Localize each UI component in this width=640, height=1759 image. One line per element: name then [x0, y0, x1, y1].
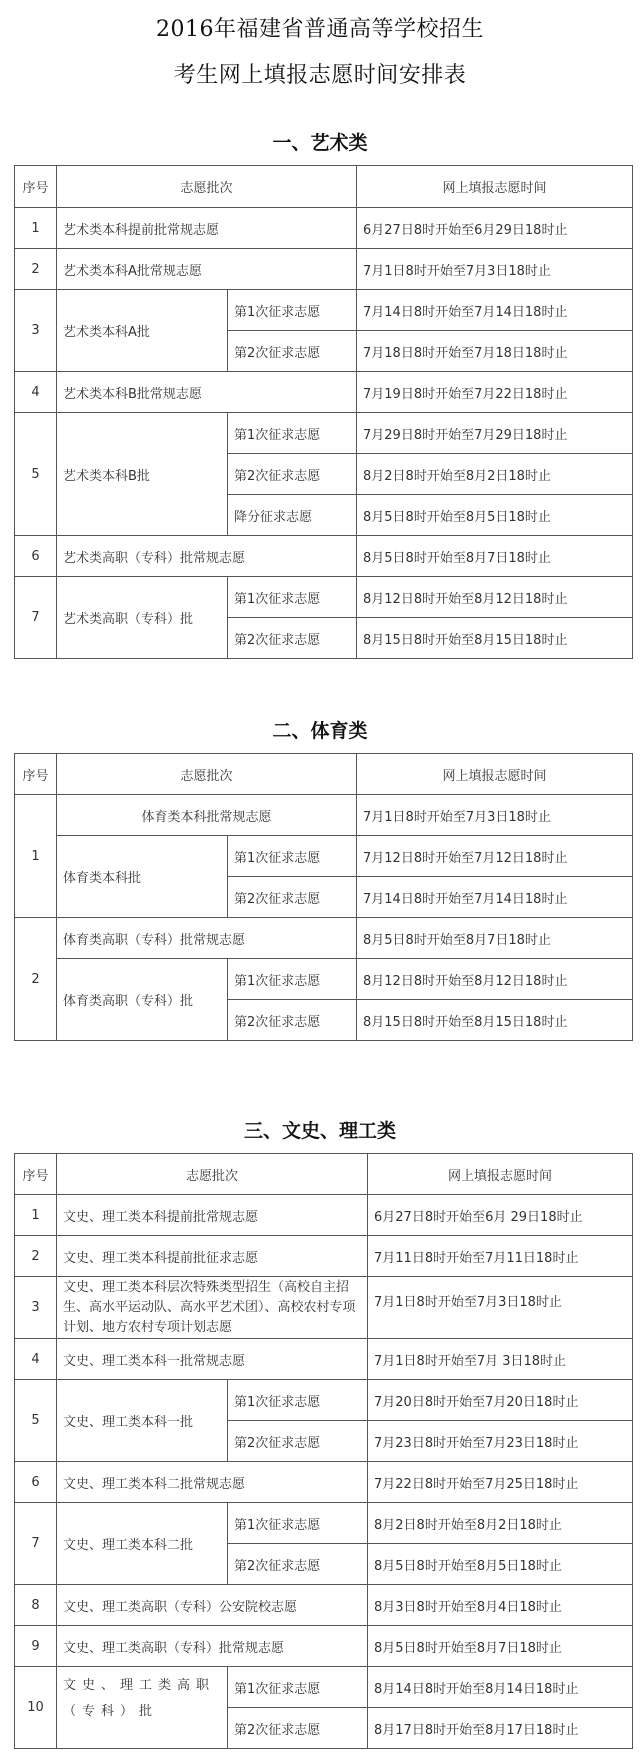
table-row [15, 1626, 633, 1667]
seq-cell: 1 [15, 1195, 57, 1236]
sub-batch-cell: 第1次征求志愿 [228, 836, 357, 877]
document-title-line2: 考生网上填报志愿时间安排表 [173, 63, 467, 88]
table-row [15, 249, 633, 290]
time-cell: 8月5日8时开始至8月7日18时止 [368, 1626, 633, 1667]
header-batch: 志愿批次 [57, 1154, 368, 1195]
time-cell: 7月1日8时开始至7月 3日18时止 [368, 1339, 633, 1380]
time-cell: 8月12日8时开始至8月12日18时止 [357, 577, 633, 618]
seq-cell: 3 [15, 290, 57, 372]
batch-cell: 文史、理工类本科层次特殊类型招生（高校自主招生、高水平运动队、高水平艺术团）、高校农村专项计划、地方农村专项计划志愿 [57, 1277, 368, 1339]
batch-cell: 文史、理工类本科二批 [57, 1503, 228, 1585]
sub-batch-cell: 第1次征求志愿 [228, 1380, 368, 1421]
table-row [15, 1462, 633, 1503]
seq-cell: 2 [15, 249, 57, 290]
batch-cell: 体育类本科批常规志愿 [57, 795, 357, 836]
table-row [15, 1236, 633, 1277]
sub-batch-cell: 降分征求志愿 [228, 495, 357, 536]
header-seq: 序号 [15, 166, 57, 208]
section-title-arts: 一、艺术类 [272, 132, 368, 154]
sub-batch-cell: 第1次征求志愿 [228, 959, 357, 1000]
batch-cell: 文史、理工类本科提前批征求志愿 [57, 1236, 368, 1277]
sub-batch-cell: 第1次征求志愿 [228, 577, 357, 618]
time-cell: 7月14日8时开始至7月14日18时止 [357, 290, 633, 331]
seq-cell: 5 [15, 1380, 57, 1462]
document-title-line1: 2016年福建省普通高等学校招生 [156, 17, 484, 42]
table-row [15, 795, 633, 836]
batch-cell: 体育类高职（专科）批常规志愿 [57, 918, 357, 959]
sub-batch-cell: 第2次征求志愿 [228, 454, 357, 495]
batch-cell: 艺术类高职（专科）批 [57, 577, 228, 659]
time-cell: 7月1日8时开始至7月3日18时止 [368, 1277, 633, 1339]
seq-cell: 4 [15, 1339, 57, 1380]
batch-cell: 艺术类本科A批 [57, 290, 228, 372]
seq-cell: 2 [15, 918, 57, 1041]
header-batch: 志愿批次 [57, 754, 357, 795]
table-row [15, 208, 633, 249]
sub-batch-cell: 第1次征求志愿 [228, 413, 357, 454]
seq-cell: 5 [15, 413, 57, 536]
time-cell: 8月5日8时开始至8月7日18时止 [357, 536, 633, 577]
sub-batch-cell: 第2次征求志愿 [228, 1544, 368, 1585]
section-title-sports: 二、体育类 [272, 720, 368, 742]
table-header-row [15, 754, 633, 795]
time-cell: 6月27日8时开始至6月 29日18时止 [368, 1195, 633, 1236]
sub-batch-cell: 第1次征求志愿 [228, 1503, 368, 1544]
table-row [15, 1503, 633, 1544]
time-cell: 7月29日8时开始至7月29日18时止 [357, 413, 633, 454]
batch-cell: 文史、理工类本科一批 [57, 1380, 228, 1462]
header-time: 网上填报志愿时间 [357, 754, 633, 795]
seq-cell: 6 [15, 1462, 57, 1503]
time-cell: 7月23日8时开始至7月23日18时止 [368, 1421, 633, 1462]
time-cell: 8月2日8时开始至8月2日18时止 [357, 454, 633, 495]
batch-cell: 文史、理工类高职（专科）公安院校志愿 [57, 1585, 368, 1626]
time-cell: 8月14日8时开始至8月14日18时止 [368, 1667, 633, 1708]
seq-cell: 1 [15, 795, 57, 918]
time-cell: 8月15日8时开始至8月15日18时止 [357, 1000, 633, 1041]
time-cell: 7月1日8时开始至7月3日18时止 [357, 795, 633, 836]
time-cell: 8月12日8时开始至8月12日18时止 [357, 959, 633, 1000]
table-header-row [15, 166, 633, 208]
seq-cell: 10 [15, 1667, 57, 1749]
table-row [15, 836, 633, 877]
sub-batch-cell: 第2次征求志愿 [228, 331, 357, 372]
header-time: 网上填报志愿时间 [368, 1154, 633, 1195]
sub-batch-cell: 第1次征求志愿 [228, 1667, 368, 1708]
schedule-table-arts [14, 165, 633, 659]
sub-batch-cell: 第2次征求志愿 [228, 1708, 368, 1749]
table-row [15, 1667, 633, 1708]
batch-cell: 文史、理工类本科二批常规志愿 [57, 1462, 368, 1503]
table-row [15, 1339, 633, 1380]
table-row [15, 1195, 633, 1236]
batch-cell: 艺术类本科B批 [57, 413, 228, 536]
header-batch: 志愿批次 [57, 166, 357, 208]
batch-cell: 艺术类本科A批常规志愿 [57, 249, 357, 290]
table-row [15, 918, 633, 959]
time-cell: 8月15日8时开始至8月15日18时止 [357, 618, 633, 659]
header-time: 网上填报志愿时间 [357, 166, 633, 208]
time-cell: 7月19日8时开始至7月22日18时止 [357, 372, 633, 413]
table-row [15, 1380, 633, 1421]
time-cell: 8月3日8时开始至8月4日18时止 [368, 1585, 633, 1626]
batch-cell: 文史、理工类高职（专科）批常规志愿 [57, 1626, 368, 1667]
time-cell: 7月18日8时开始至7月18日18时止 [357, 331, 633, 372]
table-row [15, 413, 633, 454]
batch-cell: 文史、理工类本科提前批常规志愿 [57, 1195, 368, 1236]
table-row [15, 577, 633, 618]
sub-batch-cell: 第2次征求志愿 [228, 618, 357, 659]
schedule-table-liberal-arts-science [14, 1153, 633, 1749]
time-cell: 7月11日8时开始至7月11日18时止 [368, 1236, 633, 1277]
seq-cell: 8 [15, 1585, 57, 1626]
seq-cell: 7 [15, 1503, 57, 1585]
table-header-row [15, 1154, 633, 1195]
seq-cell: 4 [15, 372, 57, 413]
seq-cell: 6 [15, 536, 57, 577]
sub-batch-cell: 第2次征求志愿 [228, 877, 357, 918]
batch-cell: 体育类本科批 [57, 836, 228, 918]
table-row [15, 536, 633, 577]
time-cell: 8月5日8时开始至8月5日18时止 [357, 495, 633, 536]
section-title-liberal-arts-science: 三、文史、理工类 [243, 1120, 396, 1142]
time-cell: 7月12日8时开始至7月12日18时止 [357, 836, 633, 877]
time-cell: 7月1日8时开始至7月3日18时止 [357, 249, 633, 290]
batch-cell: 文史、理工类高职（专科）批 [57, 1667, 228, 1749]
sub-batch-cell: 第2次征求志愿 [228, 1421, 368, 1462]
header-seq: 序号 [15, 754, 57, 795]
time-cell: 8月17日8时开始至8月17日18时止 [368, 1708, 633, 1749]
batch-cell: 艺术类本科B批常规志愿 [57, 372, 357, 413]
seq-cell: 9 [15, 1626, 57, 1667]
batch-cell: 文史、理工类本科一批常规志愿 [57, 1339, 368, 1380]
table-row [15, 1585, 633, 1626]
batch-cell: 艺术类本科提前批常规志愿 [57, 208, 357, 249]
time-cell: 8月5日8时开始至8月7日18时止 [357, 918, 633, 959]
seq-cell: 2 [15, 1236, 57, 1277]
seq-cell: 3 [15, 1277, 57, 1339]
time-cell: 7月14日8时开始至7月14日18时止 [357, 877, 633, 918]
seq-cell: 1 [15, 208, 57, 249]
header-seq: 序号 [15, 1154, 57, 1195]
time-cell: 6月27日8时开始至6月29日18时止 [357, 208, 633, 249]
sub-batch-cell: 第1次征求志愿 [228, 290, 357, 331]
time-cell: 8月5日8时开始至8月5日18时止 [368, 1544, 633, 1585]
batch-cell: 体育类高职（专科）批 [57, 959, 228, 1041]
table-row [15, 290, 633, 331]
batch-cell: 艺术类高职（专科）批常规志愿 [57, 536, 357, 577]
schedule-table-sports [14, 753, 633, 1041]
table-row [15, 959, 633, 1000]
seq-cell: 7 [15, 577, 57, 659]
table-row [15, 1277, 633, 1339]
time-cell: 7月20日8时开始至7月20日18时止 [368, 1380, 633, 1421]
time-cell: 7月22日8时开始至7月25日18时止 [368, 1462, 633, 1503]
table-row [15, 372, 633, 413]
sub-batch-cell: 第2次征求志愿 [228, 1000, 357, 1041]
time-cell: 8月2日8时开始至8月2日18时止 [368, 1503, 633, 1544]
